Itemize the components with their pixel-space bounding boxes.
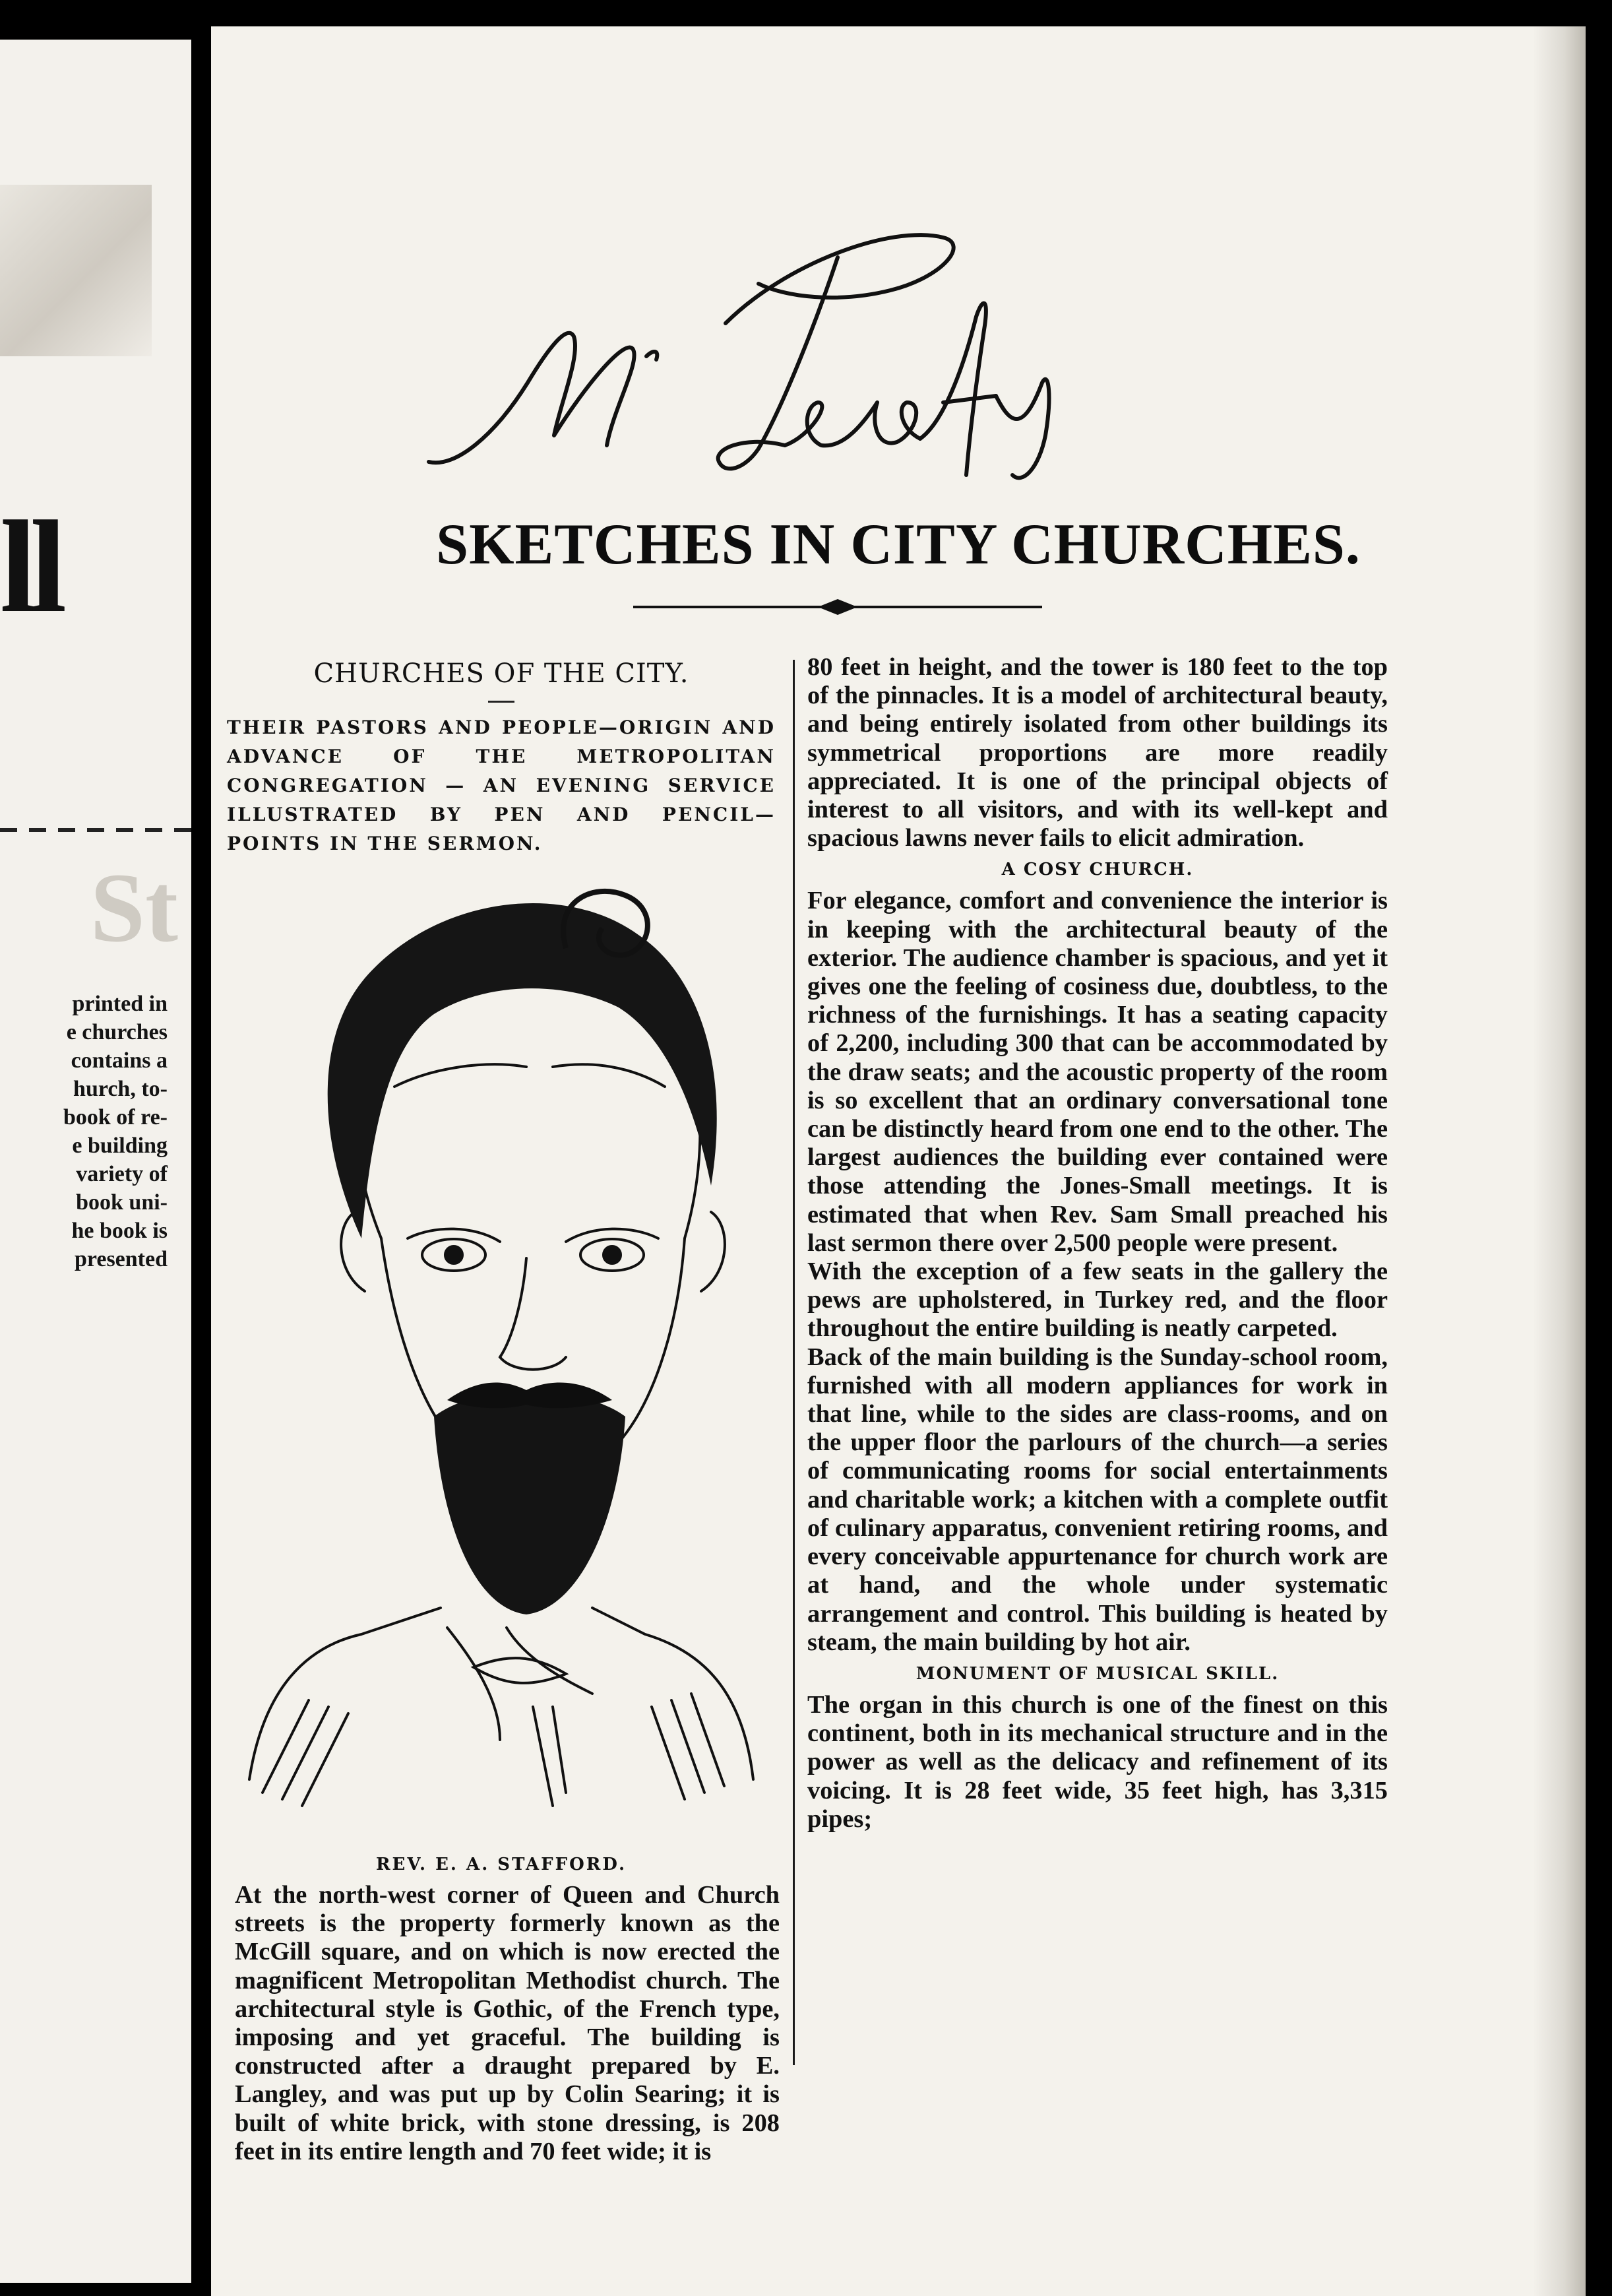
left-fragment-line: book uni- [76, 1190, 168, 1215]
column-rule [793, 660, 795, 2065]
right-body-paragraph: For elegance, comfort and convenience the interior is in keeping with the architectural beauty of the exterior. The audience chamber is spacious, and yet it gives one the feeling of cosiness due, doubtless, to the richness of the furnishings. It has a seating capacity of 2,200, including 300 that can be accommodated by the draw seats; and the acoustic property of the room is so excellent that an ordinary conversational tone can be distinctly heard from one end to the other. The largest audiences the building ever contained were those attending the Jones-Small meetings. It is estimated that when Rev. Sam Small preached his last sermon there over 2,500 people were present. [807, 887, 1388, 1257]
page-edge-shadow [1533, 26, 1586, 2296]
left-fragment-line: e building [72, 1133, 168, 1158]
left-page-large-letters: ll [0, 494, 61, 640]
handwritten-signature [416, 185, 1128, 488]
right-body-paragraph: 80 feet in height, and the tower is 180 feet to the top of the pinnacles. It is a model of architectural beauty, and being entirely isolated from other buildings its symmetrical proportions are more readily appreciated. It is one of the principal objects of interest to all visitors, and with its well-kept and spacious lawns never fails to elicit admiration. [807, 653, 1388, 852]
portrait-caption: REV. E. A. STAFFORD. [375, 1855, 627, 1874]
ornamental-rule [633, 594, 1042, 620]
left-page-dashed-rule [0, 828, 191, 832]
page-gutter [191, 0, 211, 2296]
left-fragment-line: printed in [72, 992, 168, 1016]
right-column [807, 653, 1388, 1834]
left-fragment-line: he book is [71, 1219, 168, 1243]
left-fragment-line: presented [74, 1247, 168, 1271]
left-page-illustration-fragment [0, 185, 152, 356]
left-facing-page [0, 40, 191, 2283]
portrait-engraving [223, 869, 780, 1845]
right-body-paragraph: With the exception of a few seats in the gallery the pews are upholstered, in Turkey red, and the floor throughout the entire building is neatly carpeted. [807, 1258, 1388, 1343]
left-fragment-line: contains a [71, 1048, 168, 1073]
left-fragment-line: variety of [76, 1162, 168, 1186]
left-fragment-line: book of re- [63, 1105, 168, 1130]
newspaper-page [211, 26, 1586, 2296]
headline-rule [488, 701, 514, 703]
right-body-paragraph: The organ in this church is one of the finest on this continent, both in its mechanical structure and in the power as well as the delicacy and refinement of its voicing. It is 28 feet wide, 35 feet high, has 3,315 pipes; [807, 1690, 1388, 1833]
subhead-cosy-church: A COSY CHURCH. [1001, 860, 1194, 880]
left-column [223, 653, 780, 2166]
article-headline: CHURCHES OF THE CITY. [313, 658, 689, 689]
left-fragment-line: e churches [66, 1020, 168, 1044]
right-body-paragraph: Back of the main building is the Sunday-school room, furnished with all modern appliances for work in that line, while to the sides are class-rooms, and on the upper floor the parlours of the church—a series of communicating rooms for social entertainments and charitable work; a kitchen with a complete outfit of culinary apparatus, convenient retiring rooms, and every conceivable appurtenance for church work are at hand, and the whole under systematic arrangement and control. This building is heated by steam, the main building by hot air. [807, 1343, 1388, 1656]
left-page-text-fragments [16, 990, 168, 1273]
masthead-title: SKETCHES IN CITY CHURCHES. [436, 513, 1361, 577]
left-column-body: At the north-west corner of Queen and Church streets is the property formerly known as the McGill square, and on which is now erected the magnificent Metropolitan Methodist church. The architectural style is Gothic, of the French type, imposing and yet graceful. The building is constructed after a draught prepared by E. Langley, and was put up by Colin Searing; it is built of white brick, with stone dressing, is 208 feet in its entire length and 70 feet wide; it is [235, 1881, 780, 2165]
left-fragment-line: hurch, to- [73, 1077, 168, 1101]
left-page-faded-letters: St [90, 853, 178, 963]
subhead-musical-skill: MONUMENT OF MUSICAL SKILL. [915, 1663, 1280, 1684]
article-deck: THEIR PASTORS AND PEOPLE—ORIGIN AND ADVANCE OF THE METROPOLITAN CONGREGATION — AN EVENING SERVICE ILLUSTRATED BY PEN AND PENCIL—POINTS IN THE SERMON. [227, 717, 776, 854]
